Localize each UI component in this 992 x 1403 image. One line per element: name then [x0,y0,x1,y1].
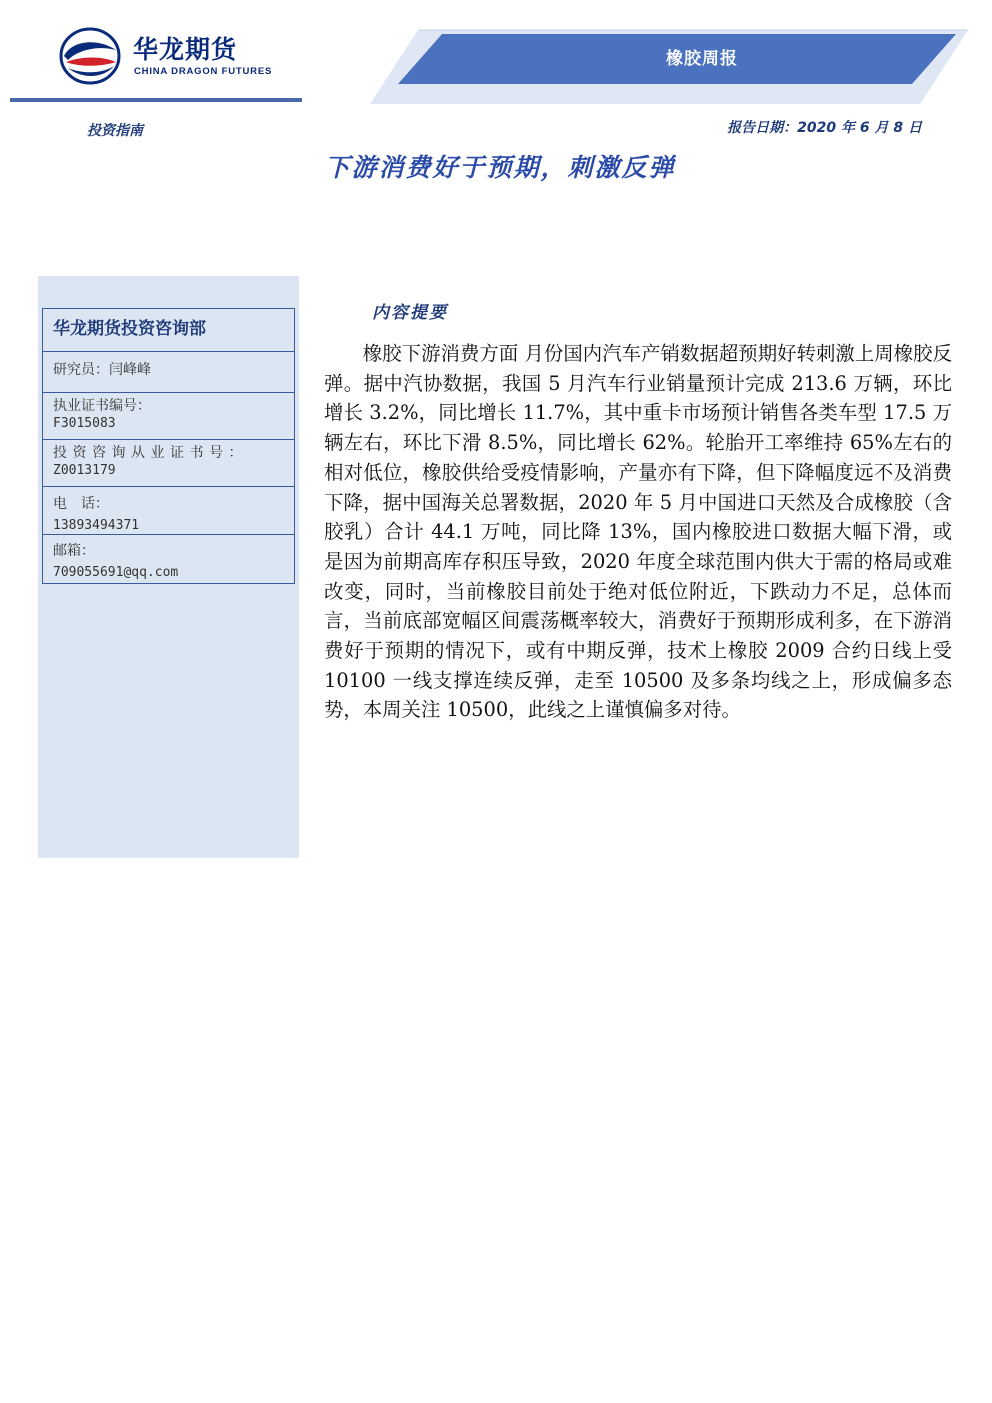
phone-row [43,487,294,535]
license-number-row [43,393,294,440]
email-row [43,535,294,583]
company-logo-icon [58,26,122,86]
summary-heading: 内容提要 [372,303,448,323]
report-title: 下游消费好于预期，刺激反弹 [324,153,676,182]
logo-english-name: CHINA DRAGON FUTURES [134,66,273,77]
consult-certificate-value: Z0013179 [53,463,116,478]
email-label: 邮箱： [53,543,95,559]
contact-info-box [42,308,295,584]
header-divider [10,98,302,102]
email-value[interactable]: 709055691@qq.com [53,565,179,580]
researcher-name: 研究员：闫峰峰 [43,352,294,393]
consult-certificate-label: 投资咨询从业证书号： [53,445,248,461]
phone-value: 13893494371 [53,518,140,533]
summary-paragraph: 橡胶下游消费方面 月份国内汽车产销数据超预期好转刺激上周橡胶反弹。据中汽协数据，我国 5 月汽车行业销量预计完成 213.6 万辆，环比增长 3.2%，同比增长 11.7%，其中重卡市场预计销售各类车型 17.5 万辆左右，环比下滑 8.5%，同比增长 62%。轮胎开工率维持 65%左右的相对低位，橡胶供给受疫情影响，产量亦有下降，但下降幅度远不及消费下降，据中国海关总署数据，2020 年 5 月中国进口天然及合成橡胶（含胶乳）合计 44.1 万吨，同比降 13%，国内橡胶进口数据大幅下滑，或是因为前期高库存积压导致，2020 年度全球范围内供大于需的格局或难改变，同时，当前橡胶目前处于绝对低位附近，下跌动力不足，总体而言，当前底部宽幅区间震荡概率较大，消费好于预期形成利多，在下游消费好于预期的情况下，或有中期反弹，技术上橡胶 2009 合约日线上受 10100 一线支撑连续反弹，走至 10500 及多条均线之上，形成偏多态势，本周关注 10500，此线之上谨慎偏多对待。 [324,342,952,722]
consult-certificate-row [43,440,294,487]
logo-chinese-name: 华龙期货 [133,35,238,64]
report-type-label: 橡胶周报 [666,49,738,69]
license-label: 执业证书编号： [53,398,151,414]
department-name: 华龙期货投资咨询部 [43,309,294,352]
report-category: 投资指南 [87,123,143,139]
phone-label: 电 话： [53,496,109,512]
report-date: 报告日期：2020 年 6 月 8 日 [727,120,922,136]
license-value: F3015083 [53,416,116,431]
report-type-banner [300,28,970,112]
